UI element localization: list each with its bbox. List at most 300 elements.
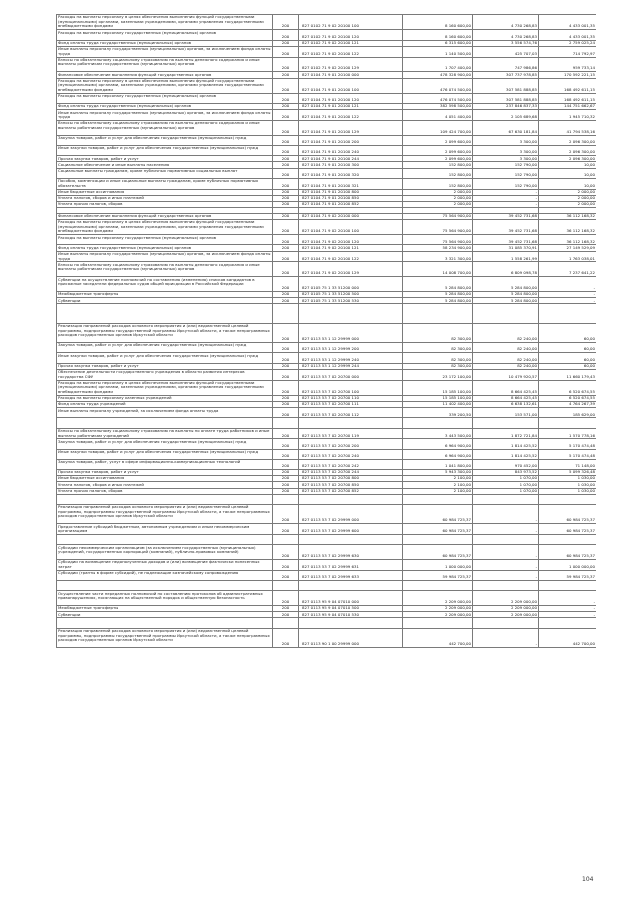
row-budget-code: 827 0113 53 7 02 20700 850 bbox=[299, 482, 403, 488]
row-unexecuted-amount: 10,00 bbox=[539, 168, 597, 178]
row-approved-amount: 2 000,00 bbox=[403, 195, 473, 201]
row-line-code bbox=[273, 618, 299, 628]
table-row bbox=[57, 494, 597, 504]
row-line-code bbox=[273, 581, 299, 591]
row-budget-code: 827 0113 53 7 02 20700 111 bbox=[299, 402, 403, 408]
row-budget-code: 827 0113 53 7 02 20700 100 bbox=[299, 380, 403, 395]
row-executed-amount: 307 581 888,85 bbox=[473, 93, 539, 103]
row-description bbox=[57, 535, 273, 545]
row-executed-amount: 39 452 731,68 bbox=[473, 213, 539, 219]
row-line-code: 200 bbox=[273, 168, 299, 178]
table-row bbox=[57, 162, 597, 168]
row-description: Фонд оплаты труда государственных (муниципальных) органов bbox=[57, 104, 273, 110]
row-executed-amount: 152 790,00 bbox=[473, 168, 539, 178]
row-description bbox=[57, 418, 273, 428]
row-line-code: 200 bbox=[273, 235, 299, 245]
table-row bbox=[57, 380, 597, 395]
row-budget-code: 827 0113 53 7 02 29999 600 bbox=[299, 524, 403, 535]
row-budget-code: 827 0113 53 7 02 29999 000 bbox=[299, 504, 403, 523]
row-approved-amount: 476 074 500,00 bbox=[403, 78, 473, 93]
row-unexecuted-amount: 4 433 001,35 bbox=[539, 30, 597, 40]
row-unexecuted-amount: 41 794 538,16 bbox=[539, 121, 597, 136]
row-unexecuted-amount: 5 170 474,48 bbox=[539, 449, 597, 459]
row-approved-amount: 152 800,00 bbox=[403, 168, 473, 178]
row-approved-amount: 8 160 600,00 bbox=[403, 30, 473, 40]
row-budget-code: 827 0113 53 7 02 20700 000 bbox=[299, 369, 403, 380]
row-executed-amount: 425 707,03 bbox=[473, 46, 539, 57]
row-budget-code bbox=[299, 618, 403, 628]
row-executed-amount: 307 737 978,85 bbox=[473, 72, 539, 78]
row-approved-amount bbox=[403, 581, 473, 591]
row-unexecuted-amount: 27 149 529,09 bbox=[539, 245, 597, 251]
row-approved-amount: 2 209 000,00 bbox=[403, 591, 473, 606]
row-line-code: 200 bbox=[273, 245, 299, 251]
row-approved-amount bbox=[403, 535, 473, 545]
row-line-code: 200 bbox=[273, 219, 299, 234]
row-unexecuted-amount: 2 000,00 bbox=[539, 195, 597, 201]
row-executed-amount: 3 300,00 bbox=[473, 146, 539, 156]
row-description: Уплата прочих налогов, сборов bbox=[57, 201, 273, 207]
row-budget-code: 827 0102 71 9 02 20100 100 bbox=[299, 15, 403, 30]
row-unexecuted-amount: 6 520 674,55 bbox=[539, 395, 597, 401]
row-budget-code: 827 0104 71 9 01 20100 200 bbox=[299, 135, 403, 145]
row-approved-amount bbox=[403, 494, 473, 504]
table-row bbox=[57, 449, 597, 459]
table-row bbox=[57, 57, 597, 72]
row-description bbox=[57, 618, 273, 628]
table-row bbox=[57, 15, 597, 30]
row-description: Закупка товаров, работ и услуг для обеспечения государственных (муниципальных) нужд bbox=[57, 439, 273, 449]
row-description: Взносы по обязательному социальному страхованию на выплаты денежного содержания и иные выплаты работникам государственных (муниципальных) органов bbox=[57, 121, 273, 136]
row-unexecuted-amount: 60,00 bbox=[539, 353, 597, 363]
row-approved-amount: 109 424 700,00 bbox=[403, 121, 473, 136]
row-executed-amount: 8 664 425,45 bbox=[473, 395, 539, 401]
row-budget-code: 827 0113 95 9 04 07010 530 bbox=[299, 612, 403, 618]
row-budget-code: 827 0104 71 9 01 20100 000 bbox=[299, 72, 403, 78]
row-description: Расходы на выплаты персоналу в целях обеспечения выполнения функций государственными (муниципальными) органами, казенными учреждениями, органами управления государственными внебюджетными фондами bbox=[57, 15, 273, 30]
row-line-code bbox=[273, 535, 299, 545]
row-description: Иные бюджетные ассигнования bbox=[57, 189, 273, 195]
table-row bbox=[57, 245, 597, 251]
row-budget-code: 827 0104 71 9 01 20100 852 bbox=[299, 201, 403, 207]
row-line-code: 200 bbox=[273, 201, 299, 207]
row-unexecuted-amount: 2 096 300,00 bbox=[539, 156, 597, 162]
row-budget-code bbox=[299, 581, 403, 591]
row-approved-amount: 2 209 000,00 bbox=[403, 606, 473, 612]
row-executed-amount bbox=[473, 494, 539, 504]
row-budget-code: 827 0104 71 9 02 20100 120 bbox=[299, 235, 403, 245]
row-line-code: 200 bbox=[273, 57, 299, 72]
row-line-code: 200 bbox=[273, 156, 299, 162]
row-budget-code: 827 0113 53 7 02 29999 630 bbox=[299, 545, 403, 560]
row-unexecuted-amount: 36 112 168,32 bbox=[539, 235, 597, 245]
row-unexecuted-amount: 959 733,14 bbox=[539, 57, 597, 72]
row-approved-amount: 5 284 800,00 bbox=[403, 277, 473, 292]
row-unexecuted-amount: 71 148,00 bbox=[539, 459, 597, 469]
row-executed-amount: 1 070,00 bbox=[473, 482, 539, 488]
row-description: Реализация направлений расходов основного мероприятия и (или) ведомственной целевой программы, подпрограммы государственной программы Иркутской области, а также непрограммных расходов государственных органов Иркутской области bbox=[57, 628, 273, 647]
row-line-code: 200 bbox=[273, 213, 299, 219]
row-approved-amount: 82 300,00 bbox=[403, 343, 473, 353]
row-description: Расходы на выплаты персоналу государственных (муниципальных) органов bbox=[57, 235, 273, 245]
row-line-code: 200 bbox=[273, 459, 299, 469]
row-description: Взносы по обязательному социальному страхованию на выплаты денежного содержания и иные выплаты работникам государственных (муниципальных) органов bbox=[57, 262, 273, 277]
row-executed-amount: - bbox=[473, 195, 539, 201]
row-description: Иные выплаты персоналу государственных (муниципальных) органов, за исключением фонда оплаты труда bbox=[57, 46, 273, 57]
row-line-code bbox=[273, 304, 299, 323]
row-budget-code: 827 0104 71 9 02 20100 121 bbox=[299, 245, 403, 251]
row-executed-amount: 8 664 425,45 bbox=[473, 380, 539, 395]
row-line-code: 200 bbox=[273, 15, 299, 30]
row-budget-code: 827 0113 53 7 02 20700 244 bbox=[299, 470, 403, 476]
row-approved-amount: 59 984 725,37 bbox=[403, 570, 473, 580]
row-line-code: 200 bbox=[273, 298, 299, 304]
row-budget-code: 827 0102 71 9 02 20100 122 bbox=[299, 46, 403, 57]
row-approved-amount: 4 051 400,00 bbox=[403, 110, 473, 121]
row-line-code: 200 bbox=[273, 30, 299, 40]
table-row bbox=[57, 535, 597, 545]
row-budget-code: 827 0104 71 9 01 20100 121 bbox=[299, 104, 403, 110]
row-approved-amount: 6 964 900,00 bbox=[403, 439, 473, 449]
row-approved-amount: 60 984 725,37 bbox=[403, 524, 473, 535]
row-budget-code: 827 0104 71 9 01 20100 800 bbox=[299, 189, 403, 195]
row-approved-amount: 3 443 500,00 bbox=[403, 428, 473, 439]
row-budget-code: 827 0104 71 9 01 20100 240 bbox=[299, 146, 403, 156]
row-approved-amount: 152 800,00 bbox=[403, 178, 473, 189]
row-approved-amount: 75 564 900,00 bbox=[403, 235, 473, 245]
row-executed-amount: 39 452 731,68 bbox=[473, 219, 539, 234]
row-unexecuted-amount: 170 592 221,15 bbox=[539, 72, 597, 78]
row-line-code: 200 bbox=[273, 353, 299, 363]
row-description: Межбюджетные трансферты bbox=[57, 606, 273, 612]
row-description: Прочая закупка товаров, работ и услуг bbox=[57, 470, 273, 476]
row-executed-amount bbox=[473, 618, 539, 628]
row-unexecuted-amount bbox=[539, 618, 597, 628]
row-unexecuted-amount: 1 030,00 bbox=[539, 488, 597, 494]
row-description: Расходы на выплаты персоналу государственных (муниципальных) органов bbox=[57, 30, 273, 40]
row-executed-amount: 1 872 721,84 bbox=[473, 428, 539, 439]
table-row bbox=[57, 213, 597, 219]
table-row bbox=[57, 78, 597, 93]
row-budget-code: 827 0113 53 7 02 20700 800 bbox=[299, 476, 403, 482]
row-unexecuted-amount: 60,00 bbox=[539, 343, 597, 353]
row-line-code: 200 bbox=[273, 189, 299, 195]
row-unexecuted-amount bbox=[539, 494, 597, 504]
row-unexecuted-amount bbox=[539, 535, 597, 545]
row-executed-amount: 1 814 425,52 bbox=[473, 449, 539, 459]
row-unexecuted-amount: 5 170 474,48 bbox=[539, 439, 597, 449]
row-approved-amount: 2 000,00 bbox=[403, 189, 473, 195]
row-executed-amount: 2 209 000,00 bbox=[473, 606, 539, 612]
row-approved-amount: 6 315 600,00 bbox=[403, 40, 473, 46]
row-description: Обеспечение деятельности государственного учреждения в области развития интересов государства СФУ bbox=[57, 369, 273, 380]
row-executed-amount: - bbox=[473, 189, 539, 195]
row-executed-amount: 2 209 000,00 bbox=[473, 612, 539, 618]
row-budget-code: 827 0113 53 1 12 29999 240 bbox=[299, 353, 403, 363]
table-row bbox=[57, 628, 597, 647]
row-line-code: 200 bbox=[273, 121, 299, 136]
row-budget-code: 827 0104 71 9 01 20100 129 bbox=[299, 121, 403, 136]
table-row bbox=[57, 418, 597, 428]
table-row bbox=[57, 121, 597, 136]
row-executed-amount: 2 209 000,00 bbox=[473, 591, 539, 606]
row-description: Уплата налогов, сборов и иных платежей bbox=[57, 195, 273, 201]
row-approved-amount: 1 041 800,00 bbox=[403, 459, 473, 469]
row-description: Иные закупки товаров, работ и услуг для обеспечения государственных (муниципальных) нужд bbox=[57, 146, 273, 156]
row-line-code: 200 bbox=[273, 408, 299, 418]
row-budget-code: 827 0105 75 1 33 51200 500 bbox=[299, 292, 403, 298]
row-line-code: 200 bbox=[273, 470, 299, 476]
row-unexecuted-amount: 1 030,00 bbox=[539, 476, 597, 482]
row-budget-code: 827 0113 90 1 00 29999 000 bbox=[299, 628, 403, 647]
row-approved-amount: 5 943 300,00 bbox=[403, 470, 473, 476]
row-approved-amount: 6 964 900,00 bbox=[403, 449, 473, 459]
row-line-code: 200 bbox=[273, 606, 299, 612]
row-unexecuted-amount: 2 096 300,00 bbox=[539, 135, 597, 145]
table-row bbox=[57, 408, 597, 418]
row-unexecuted-amount: 1 030,00 bbox=[539, 482, 597, 488]
row-executed-amount: - bbox=[473, 628, 539, 647]
row-description: Пособия, компенсации и иные социальные выплаты гражданам, кроме публичных нормативных обязательств bbox=[57, 178, 273, 189]
table-row bbox=[57, 470, 597, 476]
row-executed-amount: - bbox=[473, 524, 539, 535]
table-row bbox=[57, 110, 597, 121]
table-row bbox=[57, 618, 597, 628]
table-row bbox=[57, 304, 597, 323]
row-description: Расходы на выплаты персоналу в целях обеспечения выполнения функций государственными (муниципальными) органами, казенными учреждениями, органами управления государственными внебюджетными фондами bbox=[57, 219, 273, 234]
row-description: Иные закупки товаров, работ и услуг для обеспечения государственных (муниципальных) нужд bbox=[57, 449, 273, 459]
row-approved-amount: 75 564 900,00 bbox=[403, 213, 473, 219]
row-executed-amount: 5 284 800,00 bbox=[473, 298, 539, 304]
row-unexecuted-amount: 144 751 662,67 bbox=[539, 104, 597, 110]
row-unexecuted-amount: 168 492 611,15 bbox=[539, 78, 597, 93]
row-description: Субвенции bbox=[57, 298, 273, 304]
row-approved-amount: 442 700,00 bbox=[403, 628, 473, 647]
row-unexecuted-amount: 1 570 778,16 bbox=[539, 428, 597, 439]
table-row bbox=[57, 40, 597, 46]
table-row bbox=[57, 353, 597, 363]
table-row bbox=[57, 30, 597, 40]
row-unexecuted-amount bbox=[539, 581, 597, 591]
row-executed-amount: 6 809 098,78 bbox=[473, 262, 539, 277]
row-description: Уплата прочих налогов, сборов bbox=[57, 488, 273, 494]
table-row bbox=[57, 262, 597, 277]
row-approved-amount: 2 099 600,00 bbox=[403, 135, 473, 145]
row-approved-amount: 60 984 725,37 bbox=[403, 504, 473, 523]
row-approved-amount: 15 185 100,00 bbox=[403, 395, 473, 401]
row-executed-amount: 3 300,00 bbox=[473, 135, 539, 145]
row-executed-amount: 5 284 800,00 bbox=[473, 292, 539, 298]
row-line-code: 200 bbox=[273, 504, 299, 523]
table-row bbox=[57, 545, 597, 560]
row-line-code: 200 bbox=[273, 428, 299, 439]
row-line-code: 200 bbox=[273, 292, 299, 298]
row-line-code: 200 bbox=[273, 78, 299, 93]
table-row bbox=[57, 46, 597, 57]
row-description: Взносы по обязательному социальному страхованию на выплаты по оплате труда работников и иные выплаты работникам учреждений bbox=[57, 428, 273, 439]
row-line-code: 200 bbox=[273, 395, 299, 401]
row-budget-code: 827 0104 71 9 01 20100 850 bbox=[299, 195, 403, 201]
page-number: 104 bbox=[582, 876, 594, 883]
row-line-code: 200 bbox=[273, 195, 299, 201]
table-row bbox=[57, 343, 597, 353]
table-row bbox=[57, 395, 597, 401]
row-approved-amount: 1 707 400,00 bbox=[403, 57, 473, 72]
row-executed-amount bbox=[473, 418, 539, 428]
row-approved-amount: 382 598 500,00 bbox=[403, 104, 473, 110]
table-row bbox=[57, 570, 597, 580]
row-executed-amount: 39 452 731,68 bbox=[473, 235, 539, 245]
row-executed-amount: 970 452,00 bbox=[473, 459, 539, 469]
row-executed-amount: 152 790,00 bbox=[473, 178, 539, 189]
table-row bbox=[57, 168, 597, 178]
row-executed-amount: 747 986,86 bbox=[473, 57, 539, 72]
row-approved-amount: 2 100,00 bbox=[403, 476, 473, 482]
row-budget-code: 827 0113 53 7 02 20700 112 bbox=[299, 408, 403, 418]
row-description: Иные выплаты персоналу учреждений, за исключением фонда оплаты труда bbox=[57, 408, 273, 418]
row-description: Реализация направлений расходов основного мероприятия и (или) ведомственной целевой программы, подпрограммы государственной программы Иркутской области, а также непрограммных расходов государственных органов Иркутской области bbox=[57, 504, 273, 523]
table-row bbox=[57, 235, 597, 245]
row-approved-amount: 2 099 600,00 bbox=[403, 146, 473, 156]
row-description: Предоставление субсидий бюджетным, автономным учреждениям и иным некоммерческим организациям bbox=[57, 524, 273, 535]
row-executed-amount: 153 571,00 bbox=[473, 408, 539, 418]
row-unexecuted-amount: 2 096 300,00 bbox=[539, 146, 597, 156]
row-description: Реализация направлений расходов основного мероприятия и (или) ведомственной целевой программы, подпрограммы государственной программы Иркутской области, а также непрограммных расходов государственных органов Иркутской области bbox=[57, 323, 273, 342]
row-budget-code bbox=[299, 535, 403, 545]
table-row bbox=[57, 560, 597, 571]
row-approved-amount bbox=[403, 618, 473, 628]
row-executed-amount: 1 070,00 bbox=[473, 476, 539, 482]
row-executed-amount: 6 638 132,61 bbox=[473, 402, 539, 408]
row-line-code: 200 bbox=[273, 93, 299, 103]
row-description: Социальные выплаты гражданам, кроме публичных нормативных социальных выплат bbox=[57, 168, 273, 178]
row-budget-code: 827 0104 71 9 02 20100 000 bbox=[299, 213, 403, 219]
row-budget-code: 827 0113 53 7 02 29999 633 bbox=[299, 570, 403, 580]
row-line-code: 200 bbox=[273, 476, 299, 482]
row-description: Субсидии (гранты в форме субсидий), не подлежащие казначейскому сопровождению bbox=[57, 570, 273, 580]
row-budget-code: 827 0105 75 1 33 51200 530 bbox=[299, 298, 403, 304]
row-approved-amount: 1 140 500,00 bbox=[403, 46, 473, 57]
row-unexecuted-amount: 168 492 611,15 bbox=[539, 93, 597, 103]
row-budget-code: 827 0104 71 9 01 20100 244 bbox=[299, 156, 403, 162]
row-line-code: 200 bbox=[273, 104, 299, 110]
row-executed-amount: 82 240,00 bbox=[473, 353, 539, 363]
row-unexecuted-amount: 6 520 674,55 bbox=[539, 380, 597, 395]
row-unexecuted-amount: - bbox=[539, 277, 597, 292]
row-unexecuted-amount: 185 629,00 bbox=[539, 408, 597, 418]
row-budget-code: 827 0113 53 1 12 29999 000 bbox=[299, 323, 403, 342]
row-unexecuted-amount: 60 984 725,37 bbox=[539, 504, 597, 523]
row-line-code: 200 bbox=[273, 482, 299, 488]
row-budget-code: 827 0104 71 9 01 20100 122 bbox=[299, 110, 403, 121]
table-row bbox=[57, 93, 597, 103]
row-line-code: 200 bbox=[273, 262, 299, 277]
row-approved-amount: 1 000 000,00 bbox=[403, 560, 473, 571]
row-unexecuted-amount: - bbox=[539, 591, 597, 606]
row-executed-amount: 82 240,00 bbox=[473, 323, 539, 342]
row-executed-amount: 1 814 425,52 bbox=[473, 439, 539, 449]
row-description: Фонд оплаты труда учреждений bbox=[57, 402, 273, 408]
row-budget-code: 827 0113 53 7 02 20700 240 bbox=[299, 449, 403, 459]
table-row bbox=[57, 439, 597, 449]
row-description: Финансовое обеспечение выполнения функций государственных органов bbox=[57, 72, 273, 78]
row-approved-amount: 2 209 000,00 bbox=[403, 612, 473, 618]
row-budget-code bbox=[299, 304, 403, 323]
row-line-code bbox=[273, 418, 299, 428]
row-line-code: 200 bbox=[273, 277, 299, 292]
row-executed-amount: 843 973,52 bbox=[473, 470, 539, 476]
row-unexecuted-amount: 4 764 267,39 bbox=[539, 402, 597, 408]
row-budget-code: 827 0113 53 7 02 20700 200 bbox=[299, 439, 403, 449]
table-body bbox=[57, 15, 597, 648]
row-description: Взносы по обязательному социальному страхованию на выплаты денежного содержания и иные выплаты работникам государственных (муниципальных) органов bbox=[57, 57, 273, 72]
row-description bbox=[57, 304, 273, 323]
row-line-code: 200 bbox=[273, 612, 299, 618]
row-unexecuted-amount: 442 700,00 bbox=[539, 628, 597, 647]
row-unexecuted-amount: 10,00 bbox=[539, 178, 597, 189]
budget-table-wrapper bbox=[56, 14, 596, 872]
row-unexecuted-amount: 2 000,00 bbox=[539, 189, 597, 195]
row-executed-amount: 5 284 800,00 bbox=[473, 277, 539, 292]
row-budget-code: 827 0102 71 9 02 20100 121 bbox=[299, 40, 403, 46]
table-row bbox=[57, 459, 597, 469]
row-line-code: 200 bbox=[273, 162, 299, 168]
row-budget-code: 827 0113 53 7 02 20700 119 bbox=[299, 428, 403, 439]
row-line-code: 200 bbox=[273, 380, 299, 395]
table-row bbox=[57, 104, 597, 110]
row-approved-amount: 15 185 100,00 bbox=[403, 380, 473, 395]
row-approved-amount: 11 402 400,00 bbox=[403, 402, 473, 408]
table-row bbox=[57, 369, 597, 380]
row-description: Закупка товаров, работ и услуг для обеспечения государственных (муниципальных) нужд bbox=[57, 343, 273, 353]
row-description: Социальное обеспечение и иные выплаты населению bbox=[57, 162, 273, 168]
row-budget-code: 827 0113 95 9 04 07010 500 bbox=[299, 606, 403, 612]
row-budget-code: 827 0102 71 9 02 20100 120 bbox=[299, 30, 403, 40]
row-budget-code: 827 0104 71 9 02 20100 100 bbox=[299, 219, 403, 234]
row-line-code: 200 bbox=[273, 449, 299, 459]
row-executed-amount: 2 105 689,68 bbox=[473, 110, 539, 121]
row-line-code: 200 bbox=[273, 40, 299, 46]
row-approved-amount: 8 160 600,00 bbox=[403, 15, 473, 30]
row-description: Расходы на выплаты персоналу в целях обеспечения выполнения функций государственными (муниципальными) органами, казенными учреждениями, органами управления государственными внебюджетными фондами bbox=[57, 78, 273, 93]
table-row bbox=[57, 251, 597, 262]
row-approved-amount bbox=[403, 418, 473, 428]
table-row bbox=[57, 591, 597, 606]
row-budget-code: 827 0113 53 1 12 29999 244 bbox=[299, 363, 403, 369]
row-description: Межбюджетные трансферты bbox=[57, 292, 273, 298]
row-executed-amount: 31 085 370,91 bbox=[473, 245, 539, 251]
row-line-code: 200 bbox=[273, 110, 299, 121]
row-line-code: 200 bbox=[273, 251, 299, 262]
row-approved-amount: 5 284 800,00 bbox=[403, 292, 473, 298]
row-unexecuted-amount: 1 945 710,32 bbox=[539, 110, 597, 121]
row-unexecuted-amount bbox=[539, 418, 597, 428]
row-unexecuted-amount: 7 237 641,22 bbox=[539, 262, 597, 277]
row-executed-amount: 307 581 888,85 bbox=[473, 78, 539, 93]
row-executed-amount: - bbox=[473, 570, 539, 580]
row-approved-amount: 2 099 600,00 bbox=[403, 156, 473, 162]
row-budget-code: 827 0104 71 9 01 20100 300 bbox=[299, 162, 403, 168]
row-budget-code: 827 0113 53 7 02 20700 110 bbox=[299, 395, 403, 401]
row-description: Иные выплаты персоналу государственных (муниципальных) органов, за исключением фонда оплаты труда bbox=[57, 251, 273, 262]
row-unexecuted-amount: 1 763 038,01 bbox=[539, 251, 597, 262]
row-unexecuted-amount: - bbox=[539, 606, 597, 612]
row-line-code: 200 bbox=[273, 146, 299, 156]
row-line-code: 200 bbox=[273, 545, 299, 560]
row-line-code: 200 bbox=[273, 591, 299, 606]
table-row bbox=[57, 277, 597, 292]
row-unexecuted-amount: - bbox=[539, 292, 597, 298]
